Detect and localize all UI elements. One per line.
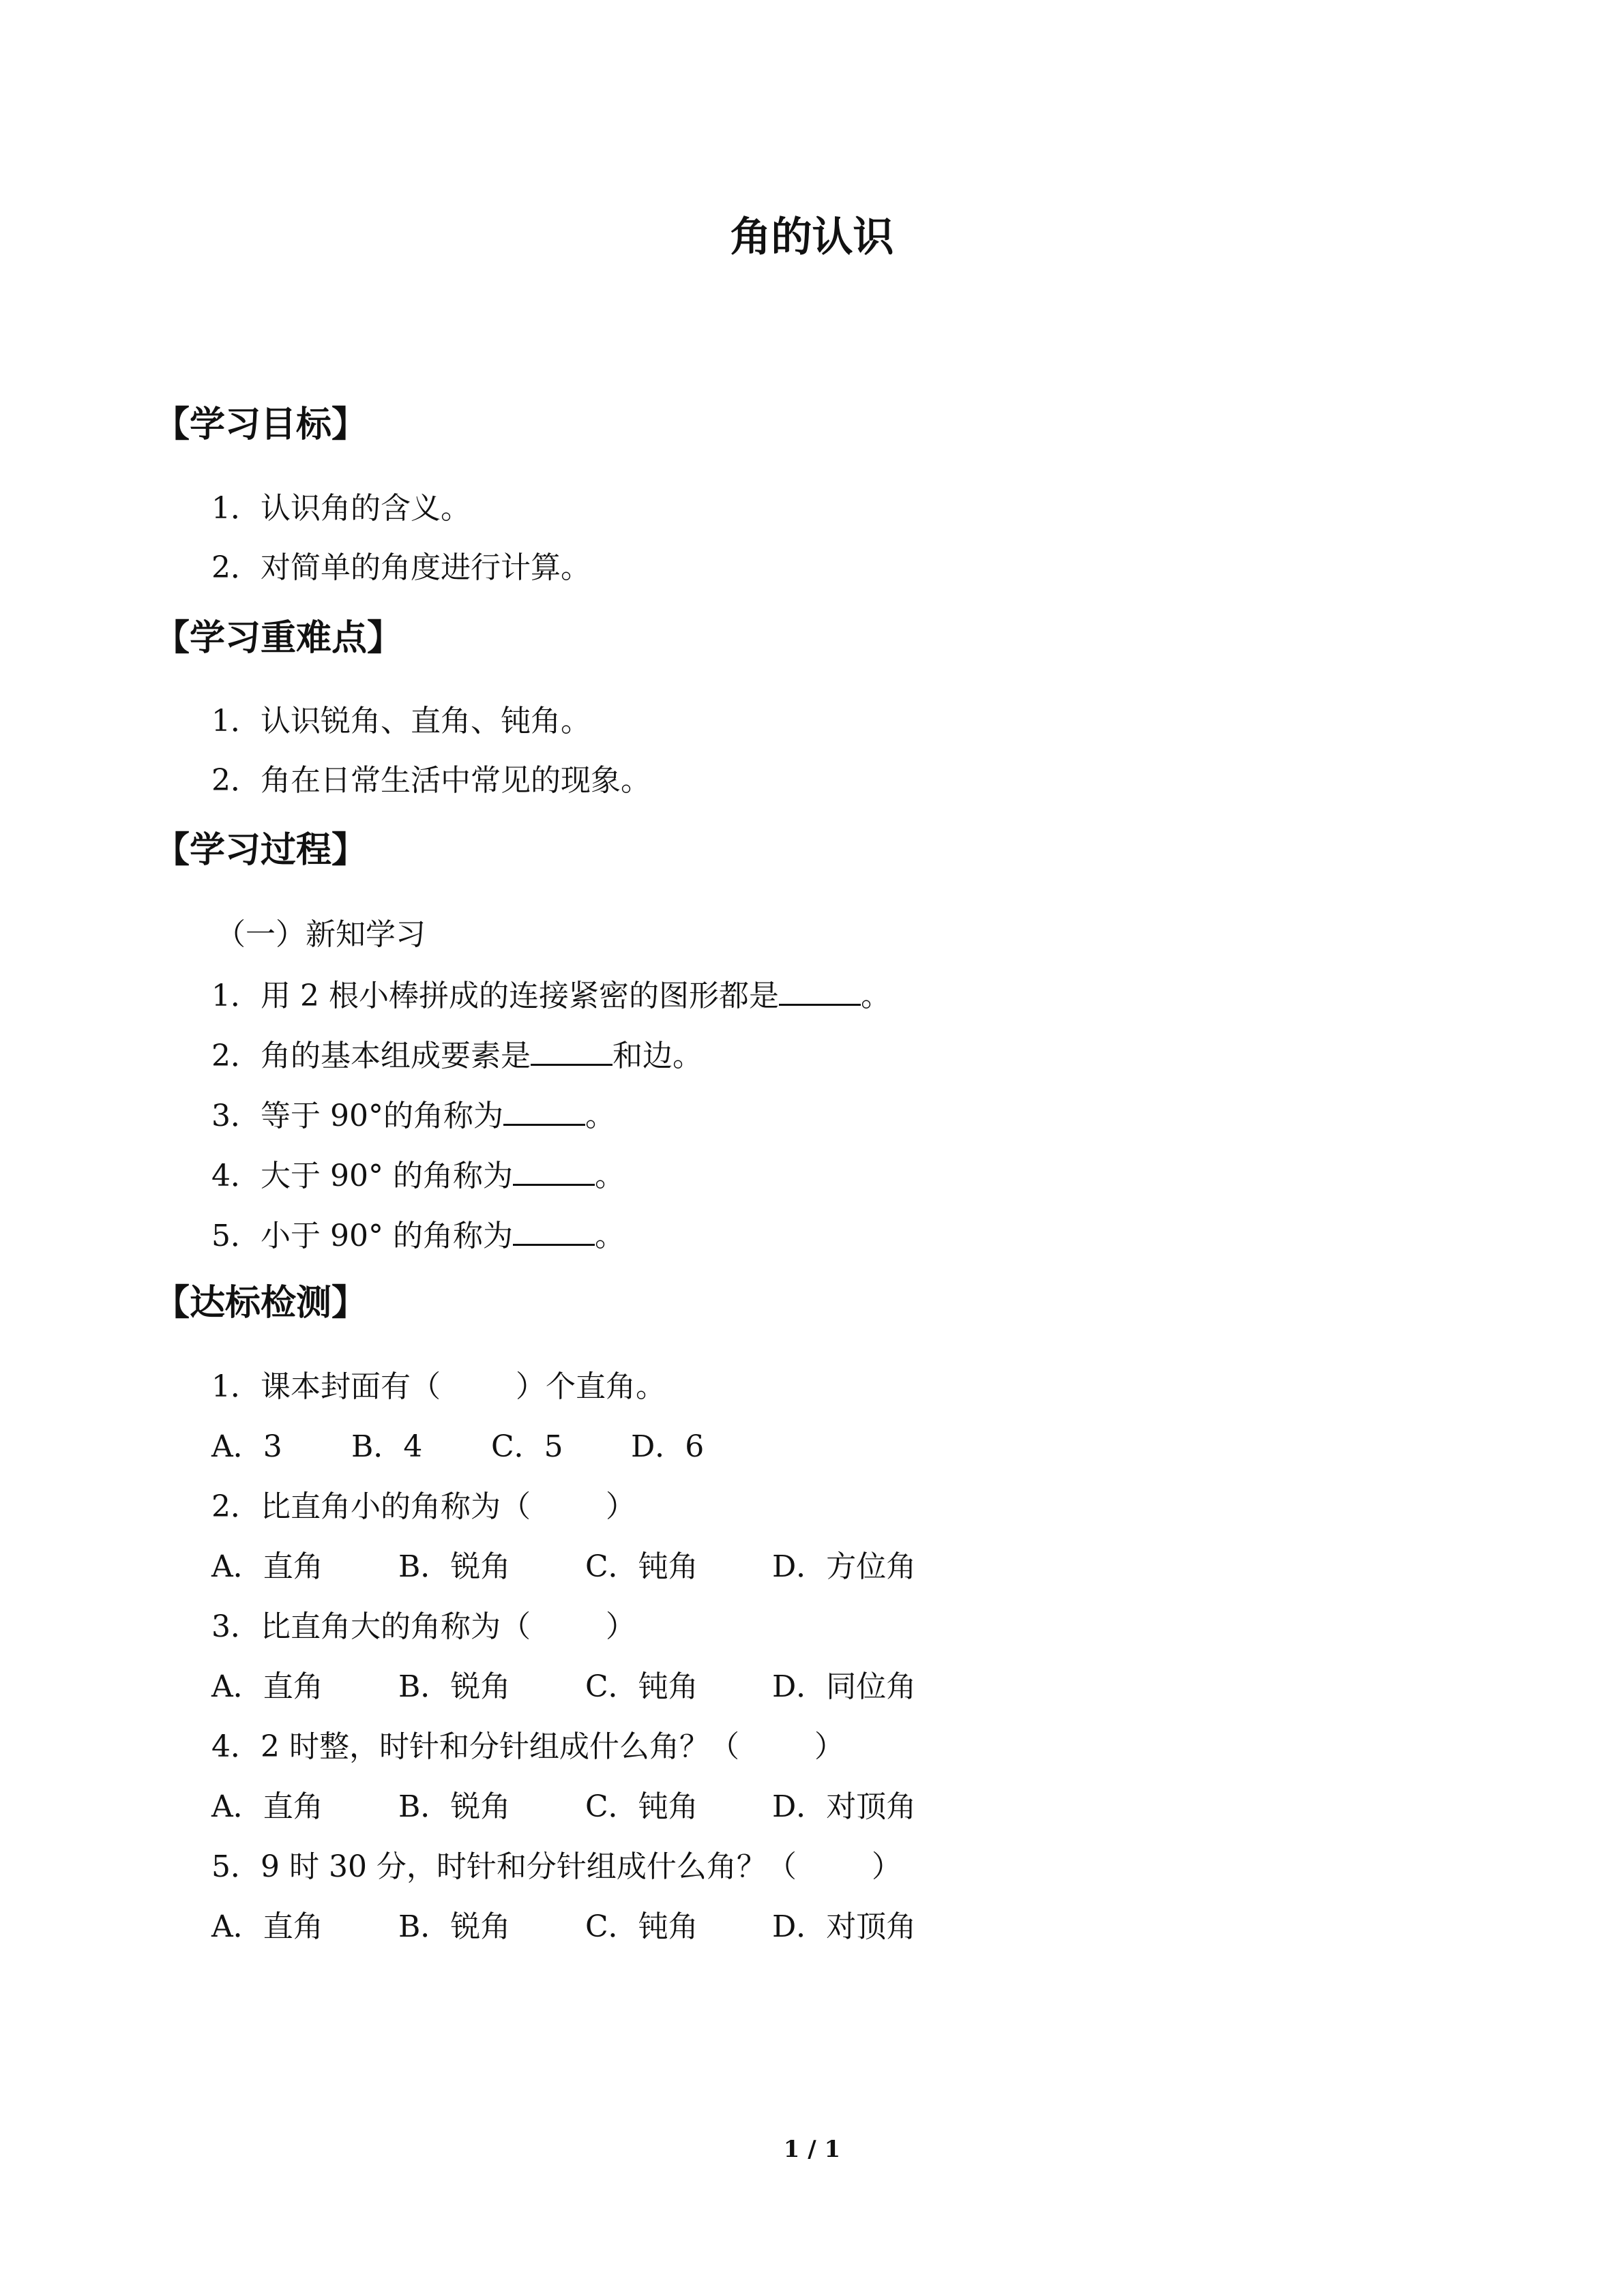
option-a: A．直角	[211, 1669, 323, 1704]
question-text: 5．9 时 30 分，时针和分针组成什么角？（	[211, 1849, 797, 1884]
objective-item: 1．认识角的含义。	[211, 491, 471, 526]
section-heading-objectives: 【学习目标】	[154, 404, 368, 445]
item-text-end: 。	[594, 1159, 625, 1193]
option-b: B．锐角	[398, 1549, 511, 1584]
option-d: D．6	[631, 1429, 705, 1464]
option-d: D．方位角	[772, 1549, 917, 1584]
question-text: 1．课本封面有（	[211, 1369, 441, 1404]
answer-blank	[503, 1094, 585, 1126]
option-a: A．直角	[211, 1789, 323, 1824]
option-c: C．钝角	[585, 1549, 698, 1584]
fill-blank-item	[211, 1154, 625, 1197]
item-text: 5．小于 90° 的角称为	[211, 1219, 513, 1253]
item-text: 4．大于 90° 的角称为	[211, 1159, 513, 1193]
section-heading-test: 【达标检测】	[154, 1283, 368, 1324]
answer-blank	[779, 974, 861, 1006]
fill-blank-item	[211, 974, 891, 1017]
page-number: 1 / 1	[783, 2136, 841, 2163]
option-c: C．5	[491, 1429, 563, 1464]
fill-blank-item	[211, 1214, 625, 1257]
question-text: 4．2 时整，时针和分针组成什么角？（	[211, 1729, 739, 1764]
key-point-item: 1．认识锐角、直角、钝角。	[211, 704, 591, 739]
item-text-end: 。	[594, 1219, 625, 1253]
key-point-item: 2．角在日常生活中常见的现象。	[211, 763, 651, 798]
option-a: A．3	[211, 1429, 282, 1464]
question-text-end: ）	[606, 1609, 636, 1644]
option-c: C．钝角	[585, 1669, 698, 1704]
section-heading-key-points: 【学习重难点】	[154, 618, 403, 659]
option-c: C．钝角	[585, 1909, 698, 1944]
question-stem	[211, 1607, 636, 1648]
question-stem	[211, 1367, 666, 1407]
item-text: 1．用 2 根小棒拼成的连接紧密的图形都是	[211, 979, 779, 1013]
item-text-end: 。	[585, 1099, 615, 1133]
section-heading-process: 【学习过程】	[154, 830, 368, 871]
option-b: B．4	[351, 1429, 423, 1464]
question-text-end: ）	[606, 1489, 636, 1524]
answer-blank	[513, 1214, 595, 1246]
item-text: 2．角的基本组成要素是	[211, 1039, 531, 1073]
option-a: A．直角	[211, 1549, 323, 1584]
fill-blank-item	[211, 1094, 615, 1137]
fill-blank-item	[211, 1034, 703, 1077]
answer-blank	[531, 1034, 612, 1066]
option-d: D．对顶角	[772, 1789, 917, 1824]
option-b: B．锐角	[398, 1669, 511, 1704]
page-title: 角的认识	[730, 213, 894, 261]
question-stem	[211, 1727, 844, 1768]
question-text-end: ）个直角。	[516, 1369, 666, 1404]
question-text: 3．比直角大的角称为（	[211, 1609, 531, 1644]
item-text: 3．等于 90°的角称为	[211, 1099, 503, 1133]
question-stem	[211, 1847, 902, 1888]
item-text-end: 和边。	[612, 1039, 703, 1073]
option-c: C．钝角	[585, 1789, 698, 1824]
item-text-end: 。	[860, 979, 891, 1013]
question-text-end: ）	[814, 1729, 844, 1764]
option-b: B．锐角	[398, 1909, 511, 1944]
option-b: B．锐角	[398, 1789, 511, 1824]
process-subheading: （一）新知学习	[216, 917, 426, 952]
option-d: D．同位角	[772, 1669, 917, 1704]
objective-item: 2．对简单的角度进行计算。	[211, 550, 591, 585]
question-text-end: ）	[871, 1849, 902, 1884]
answer-blank	[513, 1154, 595, 1186]
option-d: D．对顶角	[772, 1909, 917, 1944]
question-text: 2．比直角小的角称为（	[211, 1489, 531, 1524]
option-a: A．直角	[211, 1909, 323, 1944]
question-stem	[211, 1487, 636, 1527]
